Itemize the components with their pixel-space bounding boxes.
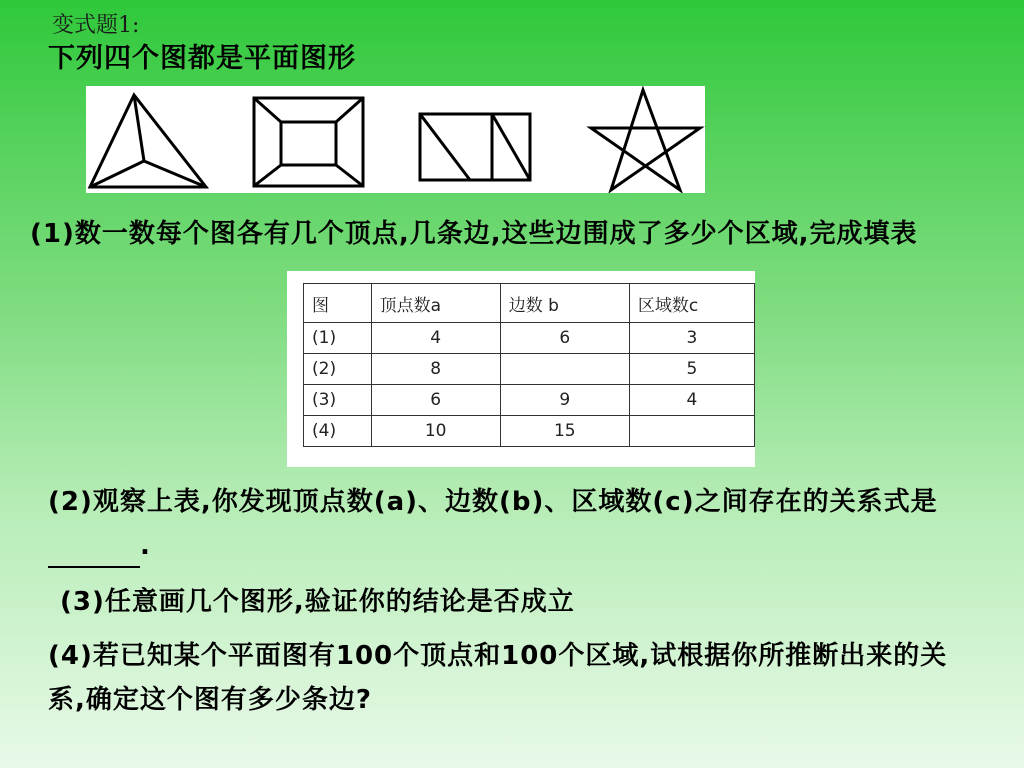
data-table xyxy=(303,283,755,447)
cell: 9 xyxy=(500,385,629,416)
figures-panel xyxy=(86,86,705,193)
table-row xyxy=(304,385,755,416)
pentagram-icon xyxy=(591,90,700,190)
triangle-with-inner-point-icon xyxy=(90,95,206,187)
cell: (4) xyxy=(304,416,372,447)
header-vertices: 顶点数a xyxy=(371,284,500,323)
question-3: (3)任意画几个图形,验证你的结论是否成立 xyxy=(60,587,575,617)
answer-blank xyxy=(48,536,140,568)
cell xyxy=(629,416,754,447)
question-2 xyxy=(48,480,1013,568)
cell: (2) xyxy=(304,354,372,385)
cell: 6 xyxy=(500,323,629,354)
table-row xyxy=(304,354,755,385)
divided-rectangle-icon xyxy=(420,114,530,180)
question-2-text: (2)观察上表,你发现顶点数(a)、边数(b)、区域数(c)之间存在的关系式是 xyxy=(48,487,938,517)
cell: (3) xyxy=(304,385,372,416)
exercise-tag: 变式题1: xyxy=(52,13,140,38)
table-row xyxy=(304,416,755,447)
question-4: (4)若已知某个平面图有100个顶点和100个区域,试根据你所推断出来的关系,确定这个图有多少条边? xyxy=(48,641,948,715)
cell: 4 xyxy=(629,385,754,416)
header-regions: 区域数c xyxy=(629,284,754,323)
table-header-row xyxy=(304,284,755,323)
header-figure: 图 xyxy=(304,284,372,323)
cell: 10 xyxy=(371,416,500,447)
table-panel xyxy=(287,271,755,467)
cell: 6 xyxy=(371,385,500,416)
cell xyxy=(500,354,629,385)
nested-rectangles-icon xyxy=(254,98,363,186)
cell: 3 xyxy=(629,323,754,354)
cell: (1) xyxy=(304,323,372,354)
cell: 15 xyxy=(500,416,629,447)
question-1: (1)数一数每个图各有几个顶点,几条边,这些边围成了多少个区域,完成填表 xyxy=(30,219,918,249)
intro-text: 下列四个图都是平面图形 xyxy=(48,43,356,74)
figures-svg xyxy=(86,86,705,193)
cell: 5 xyxy=(629,354,754,385)
cell: 4 xyxy=(371,323,500,354)
header-edges: 边数 b xyxy=(500,284,629,323)
question-2-end: . xyxy=(140,531,151,561)
cell: 8 xyxy=(371,354,500,385)
table-row xyxy=(304,323,755,354)
